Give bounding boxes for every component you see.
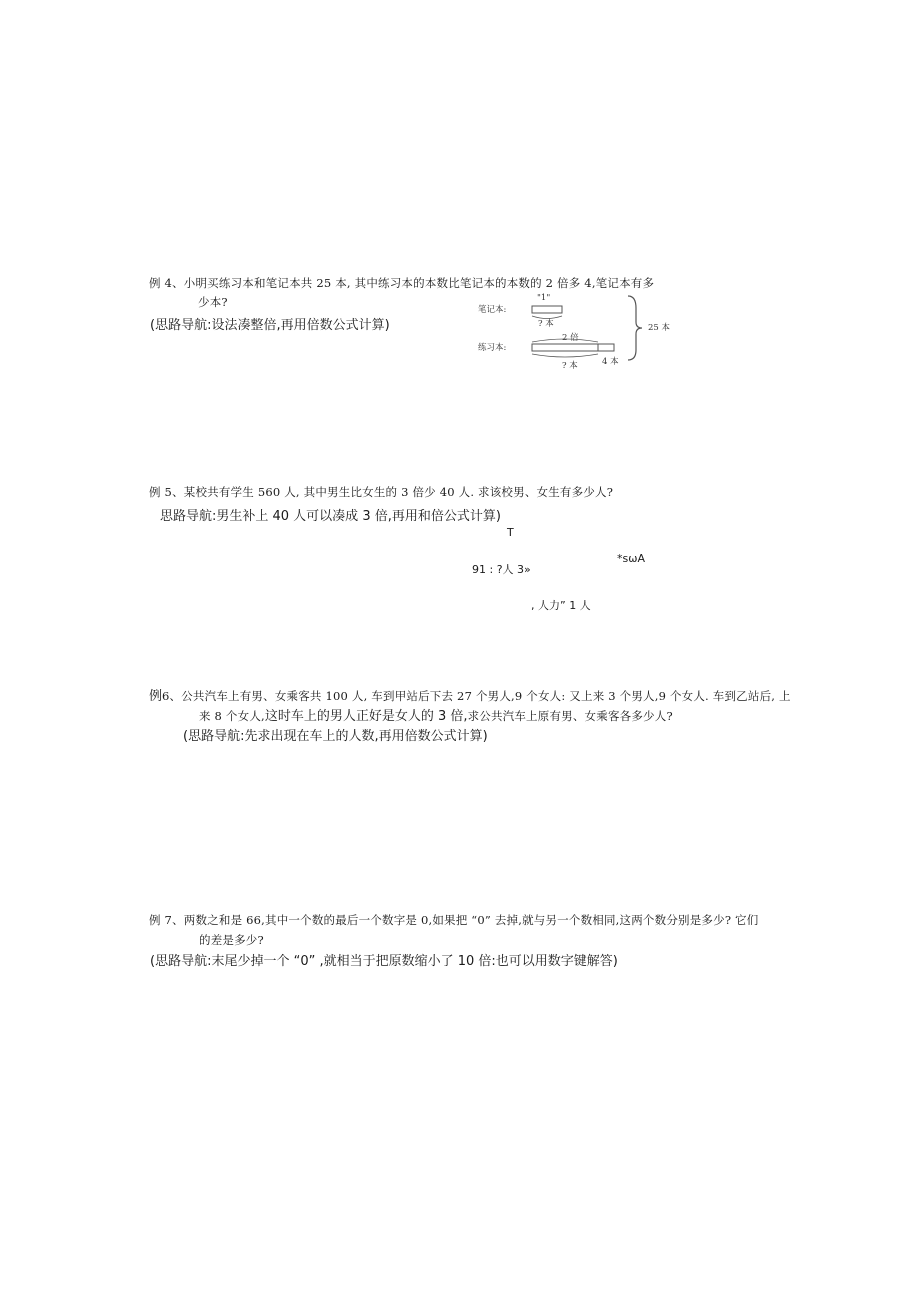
ex4-diagram-brace3: [532, 354, 598, 357]
ex4-diagram-row1-label: 笔记本:: [478, 305, 507, 315]
ex4-diagram-total-brace: [628, 296, 642, 360]
ex4-diagram-q1: ? 本: [538, 319, 554, 329]
ex7-question-line2: 的差是多少?: [199, 933, 264, 947]
ex7-hint: (思路导航:末尾少掉一个 “0” ,就相当于把原数缩小了 10 倍:也可以用数字键解答): [150, 954, 618, 969]
ex6-question-line2: [199, 705, 673, 724]
ex6-line1-text: 6、公共汽车上有男、女乘客共 100 人, 车到甲站后下去 27 个男人,9 个女人: 又上来 3 个男人,9 个女人. 车到乙站后, 上: [162, 689, 791, 703]
ex5-fragment-91: 91 : ?人 3»: [472, 563, 531, 576]
ex6-hint: (思路导航:先求出现在车上的人数,再用倍数公式计算): [183, 729, 488, 744]
ex4-line-segment-diagram: [472, 288, 682, 374]
ex4-hint: (思路导航:设法凑整倍,再用倍数公式计算): [150, 318, 390, 333]
ex7-question-line1: 例 7、两数之和是 66,其中一个数的最后一个数字是 0,如果把 “0” 去掉,就与另一个数相同,这两个数分别是多少? 它们: [149, 913, 759, 927]
ex5-fragment-t: T: [507, 526, 514, 539]
ex4-diagram-q2: ? 本: [562, 361, 578, 371]
ex6-question-line1: [149, 685, 791, 704]
ex4-diagram-notebook-bar: [532, 306, 562, 313]
ex4-question-line2: 少本?: [198, 295, 228, 309]
ex5-fragment-swa: *sωA: [617, 552, 645, 565]
ex4-diagram-row2-label: 练习本:: [478, 343, 507, 353]
ex4-diagram-unit-mark: "1": [537, 293, 551, 303]
ex5-hint: 思路导航:男生补上 40 人可以凑成 3 倍,再用和倍公式计算): [160, 509, 501, 524]
ex4-diagram-times2: 2 倍: [562, 333, 579, 343]
ex6-line2-b: 这时车上的男人正好是女人的 3 倍,: [264, 709, 468, 724]
ex6-line2-c: 求公共汽车上原有男、女乘客各多少人?: [467, 709, 673, 723]
ex4-question-line1: 例 4、小明买练习本和笔记本共 25 本, 其中练习本的本数比笔记本的本数的 2 倍多 4,笔记本有多: [149, 276, 655, 290]
ex4-diagram-exercise-bar: [532, 344, 598, 351]
ex4-diagram-extra-bar: [598, 344, 614, 351]
ex6-line2-a: 来 8 个女人,: [199, 709, 265, 723]
ex4-diagram-total: 25 本: [648, 323, 671, 333]
ex4-diagram-plus4: 4 本: [602, 357, 619, 367]
ex5-fragment-renli: , 人力” 1 人: [531, 599, 591, 612]
ex5-question-line1: 例 5、某校共有学生 560 人, 其中男生比女生的 3 倍少 40 人. 求该校男、女生有多少人?: [149, 485, 614, 499]
ex6-prefix: 例: [149, 689, 163, 704]
